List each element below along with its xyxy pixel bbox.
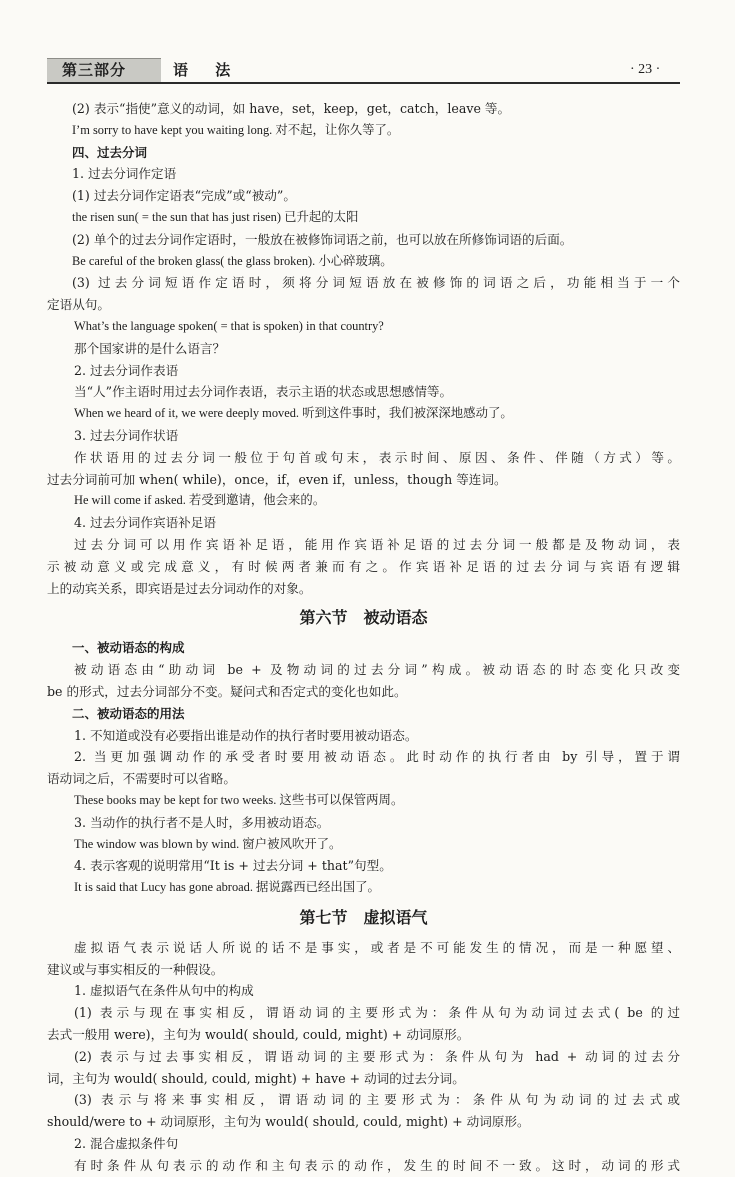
text-line: What’s the language spoken( = that is spoken) in that country?	[74, 318, 384, 333]
text-line: It is said that Lucy has gone abroad. 据说露西已经出国了。	[74, 880, 380, 895]
text-line: When we heard of it, we were deeply moved. 听到这件事时，我们被深深地感动了。	[74, 406, 513, 421]
page-header	[0, 0, 735, 90]
text-line: The window was blown by wind. 窗户被风吹开了。	[74, 836, 342, 851]
text-line: 四、过去分词	[72, 144, 148, 160]
text-line: 1. 虚拟语气在条件从句中的构成	[74, 983, 254, 999]
text-line: 作状语用的过去分词一般位于句首或句末，表示时间、原因、条件、伴随（方式）等。	[74, 449, 680, 465]
page-number: · 23 ·	[630, 62, 661, 77]
text-line: 去式一般用 were)，主句为 would( should, could, might) + 动词原形。	[47, 1027, 470, 1043]
text-line: (3) 表示与将来事实相反，谓语动词的主要形式为：条件从句为动词的过去式或	[74, 1092, 680, 1108]
text-line: (2) 单个的过去分词作定语时，一般放在被修饰词语之前，也可以放在所修饰词语的后面。	[72, 231, 573, 247]
text-line: 2. 混合虚拟条件句	[74, 1136, 179, 1152]
text-line: 示被动意义或完成意义，有时候两者兼而有之。作宾语补足语的过去分词与宾语有逻辑	[47, 558, 680, 574]
text-line: should/were to + 动词原形，主句为 would( should, could, might) + 动词原形。	[47, 1114, 530, 1130]
participle-section	[47, 98, 680, 599]
text-line: 一、被动语态的构成	[72, 640, 185, 656]
text-line: 上的动宾关系，即宾语是过去分词动作的对象。	[47, 580, 312, 596]
page-body	[47, 98, 680, 1177]
section-heading-subjunctive: 第七节 虚拟语气	[299, 907, 428, 927]
text-line: 二、被动语态的用法	[72, 705, 185, 721]
text-line: 2. 当更加强调动作的承受者时要用被动语态。此时动作的执行者由 by 引导，置于谓	[74, 749, 680, 765]
text-line: 有时条件从句表示的动作和主句表示的动作，发生的时间不一致。这时，动词的形式	[74, 1157, 680, 1173]
text-line: 过去分词可以用作宾语补足语，能用作宾语补足语的过去分词一般都是及物动词，表	[74, 536, 680, 552]
text-line: 那个国家讲的是什么语言？	[74, 340, 226, 356]
text-line: 1. 不知道或没有必要指出谁是动作的执行者时要用被动语态。	[74, 727, 418, 743]
text-line: 虚拟语气表示说话人所说的话不是事实，或者是不可能发生的情况，而是一种愿望、	[74, 939, 680, 955]
text-line: 建议或与事实相反的一种假设。	[47, 961, 224, 977]
text-line: Be careful of the broken glass( the glass broken). 小心碎玻璃。	[72, 253, 393, 268]
text-line: (2) 表示“指使”意义的动词，如 have，set，keep，get，catch，leave 等。	[72, 101, 511, 116]
text-line: 3. 过去分词作状语	[74, 427, 179, 443]
text-line: (3) 过去分词短语作定语时，须将分词短语放在被修饰的词语之后，功能相当于一个	[72, 275, 680, 291]
text-line: (1) 表示与现在事实相反，谓语动词的主要形式为：条件从句为动词过去式( be 的过	[74, 1005, 680, 1021]
text-line: 2. 过去分词作表语	[74, 362, 179, 378]
text-line: 被动语态由“助动词 be + 及物动词的过去分词”构成。被动语态的时态变化只改变	[74, 662, 680, 678]
text-line: 3. 当动作的执行者不是人时，多用被动语态。	[74, 814, 330, 830]
text-line: (2) 表示与过去事实相反，谓语动词的主要形式为：条件从句为 had + 动词的过去分	[74, 1048, 680, 1064]
text-line: 1. 过去分词作定语	[72, 166, 177, 182]
header-rule	[47, 82, 680, 84]
text-line: 过去分词前可加 when( while)，once，if，even if，unless，though 等连词。	[47, 471, 507, 487]
text-line: 定语从句。	[47, 297, 110, 313]
text-line: (1) 过去分词作定语表“完成”或“被动”。	[72, 188, 296, 204]
text-line: 4. 过去分词作宾语补足语	[74, 515, 216, 531]
subject-label: 语 法	[173, 61, 242, 79]
text-line: I’m sorry to have kept you waiting long. 对不起，让你久等了。	[72, 122, 400, 137]
text-line: the risen sun( = the sun that has just risen) 已升起的太阳	[72, 209, 359, 224]
passive-section	[47, 637, 680, 899]
text-line: He will come if asked. 若受到邀请，他会来的。	[74, 493, 326, 508]
section-label: 第三部分	[62, 61, 127, 79]
text-line: be 的形式，过去分词部分不变。疑问式和否定式的变化也如此。	[47, 683, 407, 699]
text-line: 4. 表示客观的说明常用“It is + 过去分词 + that”句型。	[74, 858, 392, 874]
text-line: These books may be kept for two weeks. 这些书可以保管两周。	[74, 792, 404, 807]
text-line: 词，主句为 would( should, could, might) + have + 动词的过去分词。	[47, 1070, 465, 1086]
subjunctive-section	[47, 937, 680, 1177]
text-line: 语动词之后，不需要时可以省略。	[47, 771, 236, 787]
section-heading-passive: 第六节 被动语态	[299, 608, 428, 628]
text-line: 当“人”作主语时用过去分词作表语，表示主语的状态或思想感情等。	[74, 384, 453, 400]
